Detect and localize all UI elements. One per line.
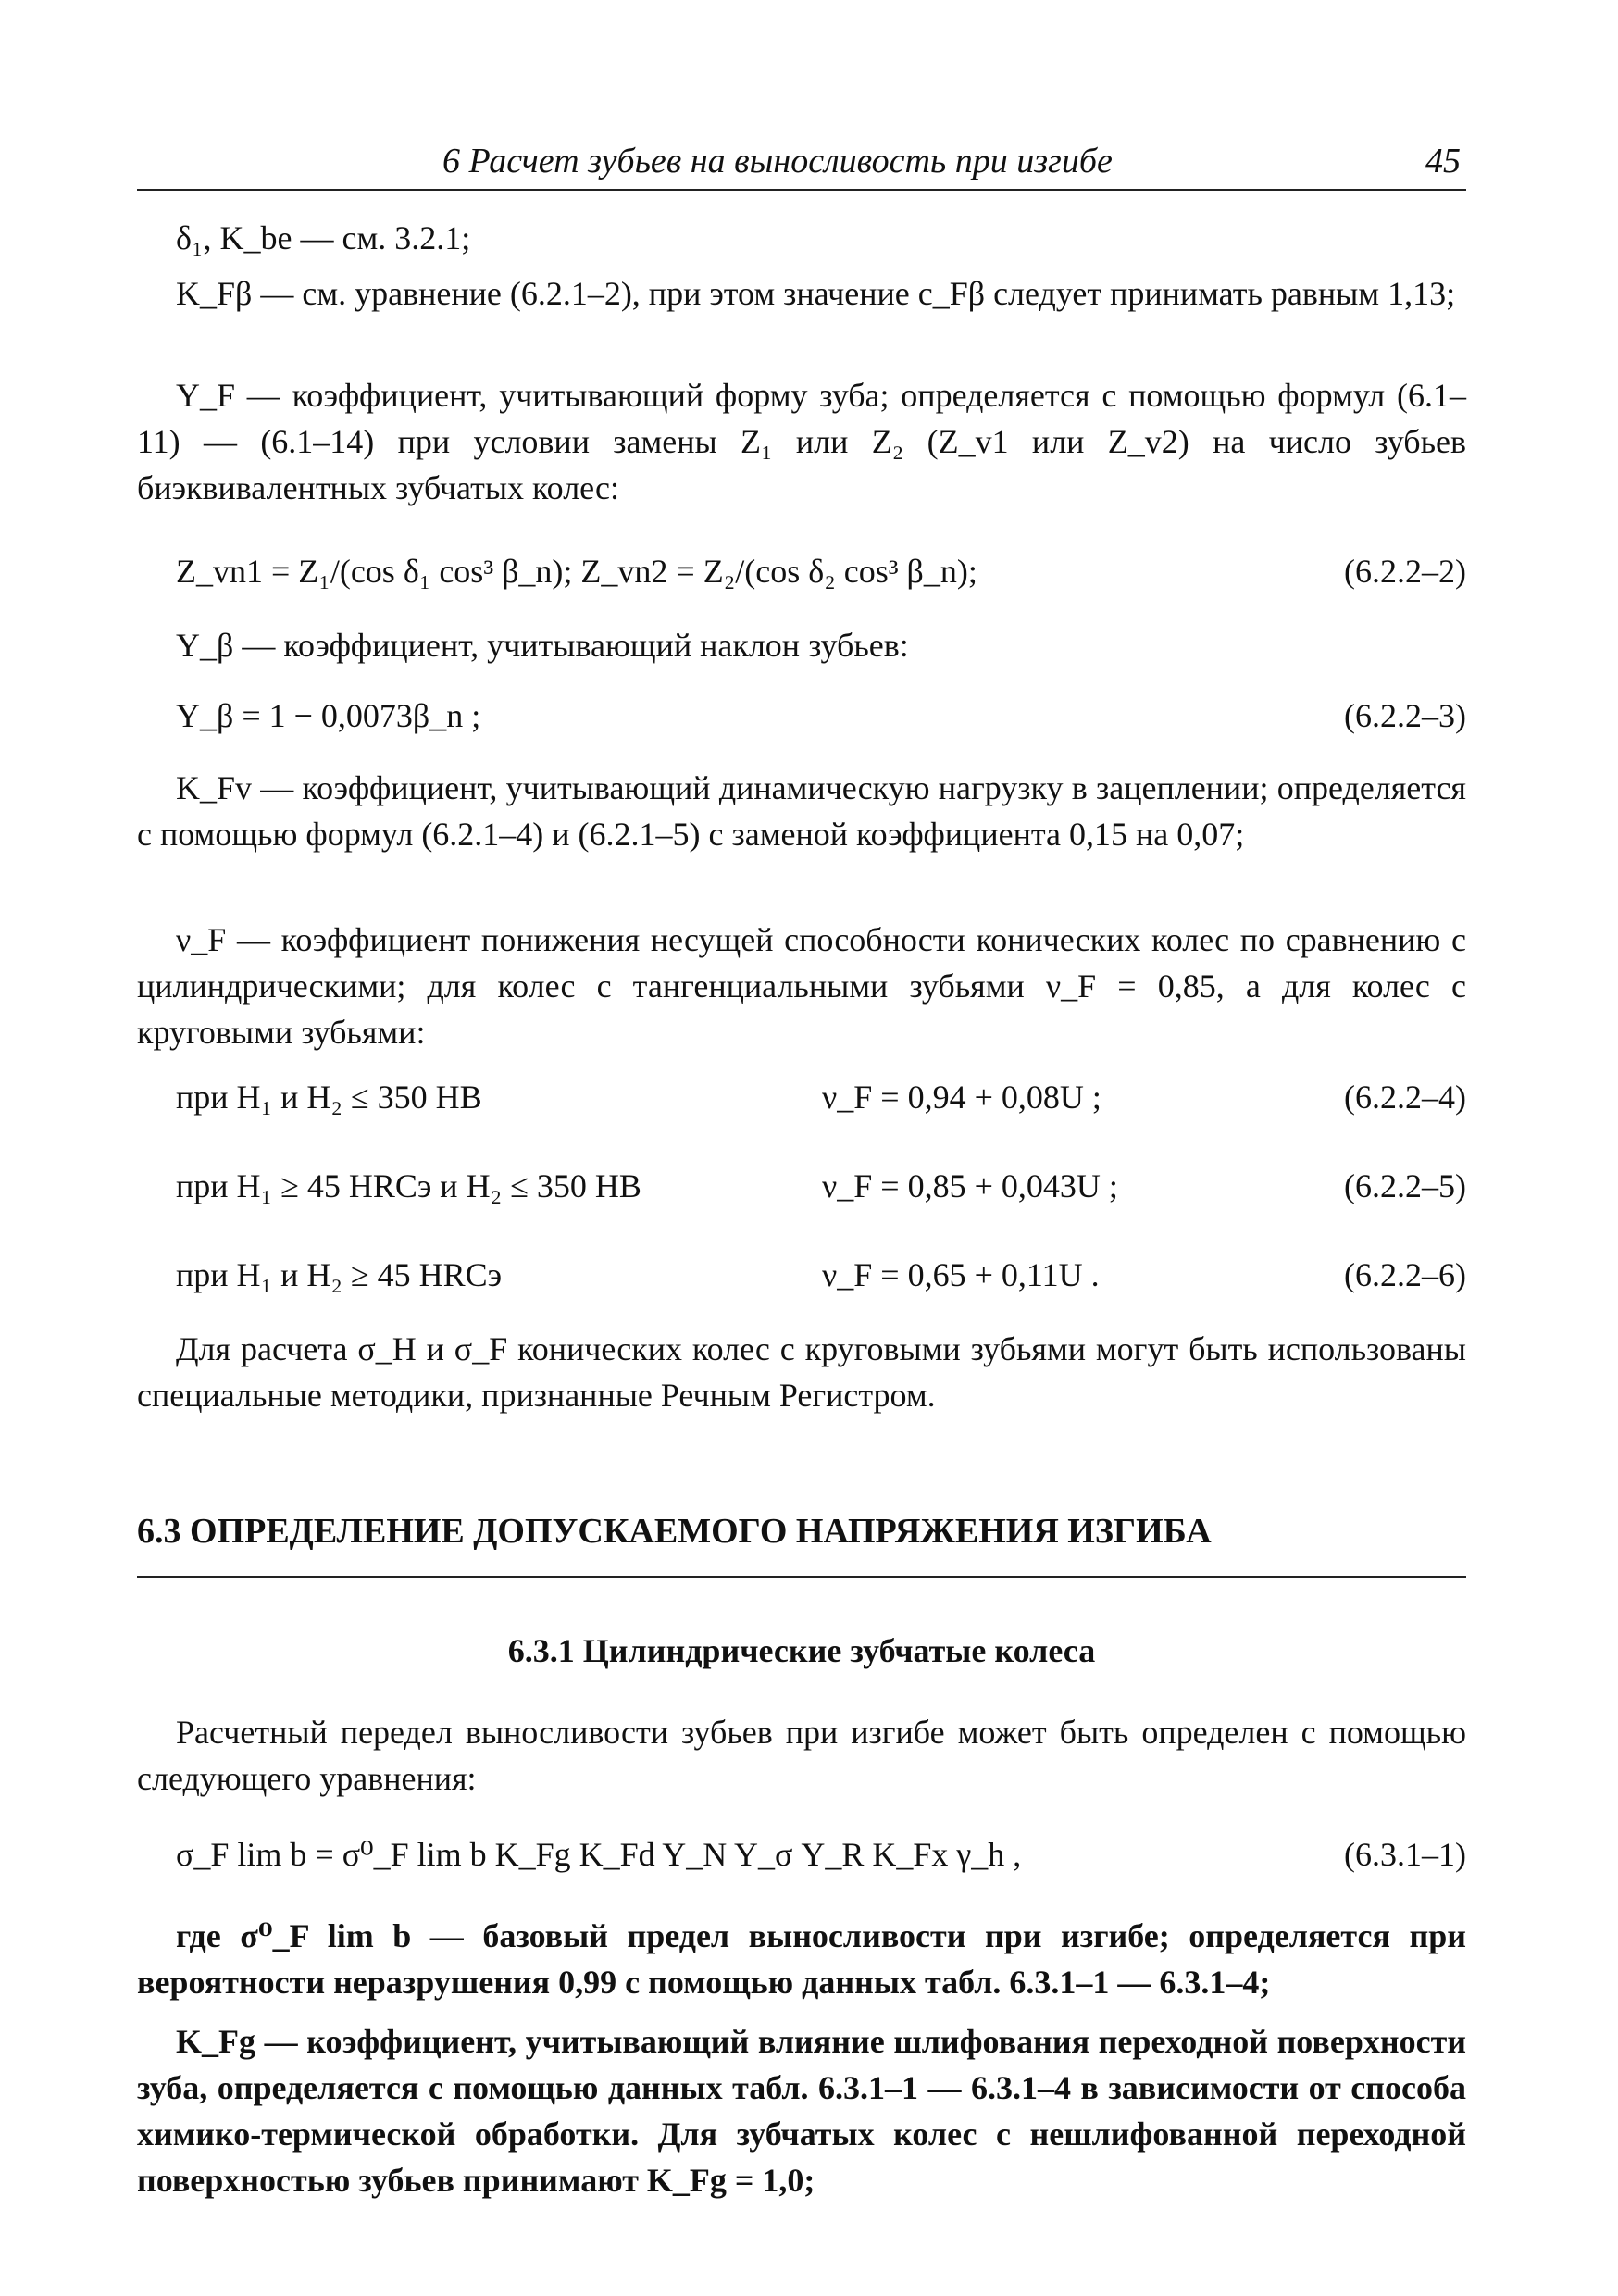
equation-text: Y_β = 1 − 0,0073β_n ; (176, 697, 481, 734)
text-block: Для расчета σ_H и σ_F конических колес с круговыми зубьями могут быть использованы специальные методики, признанные Речным Регистром. (137, 1330, 1466, 1414)
paragraph-ybeta (137, 622, 1466, 668)
paragraph-kfv (137, 765, 1466, 857)
equation-condition: при H₁ и H₂ ≤ 350 HB (176, 1079, 482, 1116)
paragraph-yf (137, 372, 1466, 511)
equation-number: (6.2.2–3) (1344, 697, 1466, 734)
equation-6-2-2-3 (137, 696, 1466, 748)
equation-condition: при H₁ ≥ 45 HRCэ и H₂ ≤ 350 HB (176, 1167, 641, 1204)
equation-formula: ν_F = 0,85 + 0,043U ; (822, 1167, 1118, 1204)
text-block: δ₁, K_be — см. 3.2.1; (176, 219, 471, 256)
equation-formula: ν_F = 0,94 + 0,08U ; (822, 1079, 1101, 1116)
equation-formula: ν_F = 0,65 + 0,11U . (822, 1256, 1100, 1293)
equation-6-2-2-4 (137, 1078, 1466, 1129)
section-divider (137, 1576, 1466, 1578)
subsection-title: 6.3.1 Цилиндрические зубчатые колеса (507, 1632, 1096, 1669)
text-block: ν_F — коэффициент понижения несущей способности конических колес по сравнению с цилиндрическими; для колес с тангенциальными зубьями ν_F = 0,85, а для колес с круговыми зубьями: (137, 921, 1466, 1051)
header-title: 6 Расчет зубьев на выносливость при изгибе (442, 142, 1113, 181)
paragraph-where (137, 1913, 1466, 2005)
paragraph-nuf (137, 917, 1466, 1055)
text-block: K_Fβ — см. уравнение (6.2.1–2), при этом значение c_Fβ следует принимать равным 1,13; (176, 275, 1456, 312)
paragraph-sigma (137, 1326, 1466, 1418)
equation-6-3-1-1 (137, 1835, 1466, 1887)
running-header (137, 141, 1466, 191)
text-block: K_Fv — коэффициент, учитывающий динамическую нагрузку в зацеплении; определяется с помощью формул (6.2.1–4) и (6.2.1–5) с заменой коэффициента 0,15 на 0,07; (137, 769, 1466, 853)
equation-number: (6.2.2–5) (1344, 1167, 1466, 1204)
text-block: K_Fg — коэффициент, учитывающий влияние шлифования переходной поверхности зуба, определяется с помощью данных табл. 6.3.1–1 — 6.3.1–4 в зависимости от способа химико-термической обработки. Для зубчатых колес с нешлифованной переходной поверхностью зубьев принимают K_Fg = 1,0; (137, 2023, 1466, 2199)
section-title: 6.3 ОПРЕДЕЛЕНИЕ ДОПУСКАЕМОГО НАПРЯЖЕНИЯ ИЗГИБА (137, 1512, 1212, 1551)
paragraph-delta-kbe (137, 215, 1466, 261)
text-block: Y_β — коэффициент, учитывающий наклон зубьев: (176, 627, 909, 664)
equation-number: (6.2.2–4) (1344, 1079, 1466, 1116)
equation-condition: при H₁ и H₂ ≥ 45 HRCэ (176, 1256, 503, 1293)
text-block: Расчетный передел выносливости зубьев при изгибе может быть определен с помощью следующего уравнения: (137, 1714, 1466, 1797)
equation-6-2-2-6 (137, 1255, 1466, 1307)
paragraph-kfb (137, 270, 1466, 317)
equation-text: Z_vn1 = Z₁/(cos δ₁ cos³ β_n); Z_vn2 = Z₂/(cos δ₂ cos³ β_n); (176, 553, 977, 590)
text-block: Y_F — коэффициент, учитывающий форму зуба; определяется с помощью формул (6.1–11) — (6.1–14) при условии замены Z₁ или Z₂ (Z_v1 или Z_v2) на число зубьев биэквивалентных зубчатых колес: (137, 377, 1466, 506)
equation-number: (6.3.1–1) (1344, 1836, 1466, 1873)
equation-text: σ_F lim b = σ⁰_F lim b K_Fg K_Fd Y_N Y_σ Y_R K_Fx γ_h , (176, 1836, 1022, 1873)
text-block: где σ⁰_F lim b — базовый предел выносливости при изгибе; определяется при вероятности неразрушения 0,99 с помощью данных табл. 6.3.1–1 — 6.3.1–4; (137, 1917, 1466, 2001)
equation-6-2-2-5 (137, 1167, 1466, 1218)
equation-number: (6.2.2–6) (1344, 1256, 1466, 1293)
paragraph-kfg (137, 2018, 1466, 2203)
paragraph-limit (137, 1709, 1466, 1802)
page-number: 45 (1425, 142, 1461, 181)
equation-6-2-2-2 (137, 552, 1466, 604)
equation-number: (6.2.2–2) (1344, 553, 1466, 590)
